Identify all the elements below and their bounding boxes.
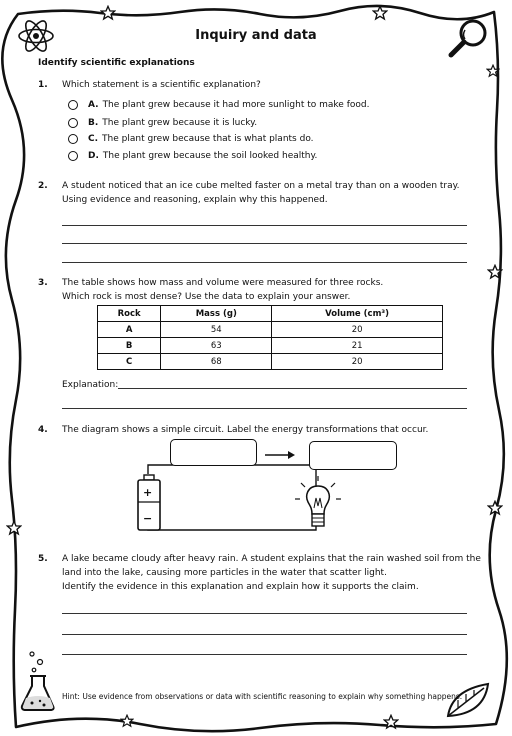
question-5-number: 5. — [38, 554, 48, 564]
question-4-text: The diagram shows a simple circuit. Label the energy transformations that occur. — [62, 425, 429, 435]
header-mass: Mass (g) — [161, 306, 272, 322]
header-volume: Volume (cm³) — [272, 306, 443, 322]
star-icon — [372, 5, 388, 21]
question-5-line-3: Identify the evidence in this explanation and explain how it supports the claim. — [62, 582, 419, 592]
cell-volume: 20 — [272, 322, 443, 338]
table-row — [98, 322, 443, 338]
answer-line[interactable] — [118, 388, 467, 389]
explanation-label: Explanation: — [62, 380, 119, 390]
option-letter: C. — [88, 134, 99, 144]
answer-line[interactable] — [62, 225, 467, 226]
question-2-number: 2. — [38, 181, 48, 191]
flask-icon — [18, 648, 58, 712]
answer-line[interactable] — [62, 262, 467, 263]
battery-plus-sign: + — [143, 486, 153, 499]
table-row — [98, 354, 443, 370]
radio-option-c[interactable] — [68, 134, 78, 144]
answer-line[interactable] — [62, 654, 467, 655]
radio-option-a[interactable] — [68, 100, 78, 110]
hint-text: Hint: Use evidence from observations or data with scientific reasoning to explain why something happens. — [62, 692, 463, 701]
radio-option-d[interactable] — [68, 151, 78, 161]
section-heading: Identify scientific explanations — [38, 58, 195, 68]
option-letter: B. — [88, 118, 99, 128]
question-2-line-1: A student noticed that an ice cube melted faster on a metal tray than on a wooden tray. — [62, 181, 460, 191]
table-row — [98, 338, 443, 354]
question-3-number: 3. — [38, 278, 48, 288]
rock-data-table — [97, 305, 443, 370]
radio-option-b[interactable] — [68, 118, 78, 128]
question-4-number: 4. — [38, 425, 48, 435]
star-icon — [487, 264, 503, 280]
cell-rock: C — [98, 354, 161, 370]
cell-mass: 54 — [161, 322, 272, 338]
cell-mass: 68 — [161, 354, 272, 370]
option-letter: D. — [88, 151, 99, 161]
option-text: The plant grew because it is lucky. — [102, 118, 258, 128]
question-5-line-1: A lake became cloudy after heavy rain. A student explains that the rain washed soil from the — [62, 554, 481, 564]
cell-volume: 21 — [272, 338, 443, 354]
question-5-line-2: land into the lake, causing more particles in the water that scatter light. — [62, 568, 387, 578]
star-icon — [6, 520, 22, 536]
answer-line[interactable] — [62, 634, 467, 635]
question-2-line-2: Using evidence and reasoning, explain why this happened. — [62, 195, 328, 205]
header-rock: Rock — [98, 306, 161, 322]
question-3-line-1: The table shows how mass and volume were measured for three rocks. — [62, 278, 384, 288]
question-3-line-2: Which rock is most dense? Use the data to explain your answer. — [62, 292, 351, 302]
option-text: The plant grew because the soil looked healthy. — [102, 151, 318, 161]
option-a[interactable] — [68, 100, 369, 110]
option-text: The plant grew because that is what plants do. — [102, 134, 314, 144]
answer-line[interactable] — [62, 613, 467, 614]
answer-line[interactable] — [62, 243, 467, 244]
star-icon — [486, 64, 500, 78]
option-d[interactable] — [68, 151, 317, 161]
option-text: The plant grew because it had more sunlight to make food. — [102, 100, 370, 110]
star-icon — [487, 500, 503, 516]
answer-line[interactable] — [62, 408, 467, 409]
light-bulb-icon — [292, 474, 344, 534]
option-letter: A. — [88, 100, 99, 110]
energy-label-box-1[interactable] — [170, 439, 257, 466]
question-1-text: Which statement is a scientific explanation? — [62, 80, 261, 90]
cell-rock: B — [98, 338, 161, 354]
star-icon — [383, 714, 399, 730]
option-c[interactable] — [68, 134, 314, 144]
option-b[interactable] — [68, 118, 257, 128]
table-header-row — [98, 306, 443, 322]
cell-volume: 20 — [272, 354, 443, 370]
energy-label-box-2[interactable] — [309, 441, 397, 470]
star-icon — [100, 5, 116, 21]
page-title: Inquiry and data — [195, 28, 317, 43]
cell-rock: A — [98, 322, 161, 338]
question-1-number: 1. — [38, 80, 48, 90]
star-icon — [120, 714, 134, 728]
cell-mass: 63 — [161, 338, 272, 354]
battery-minus-sign: − — [143, 512, 153, 525]
